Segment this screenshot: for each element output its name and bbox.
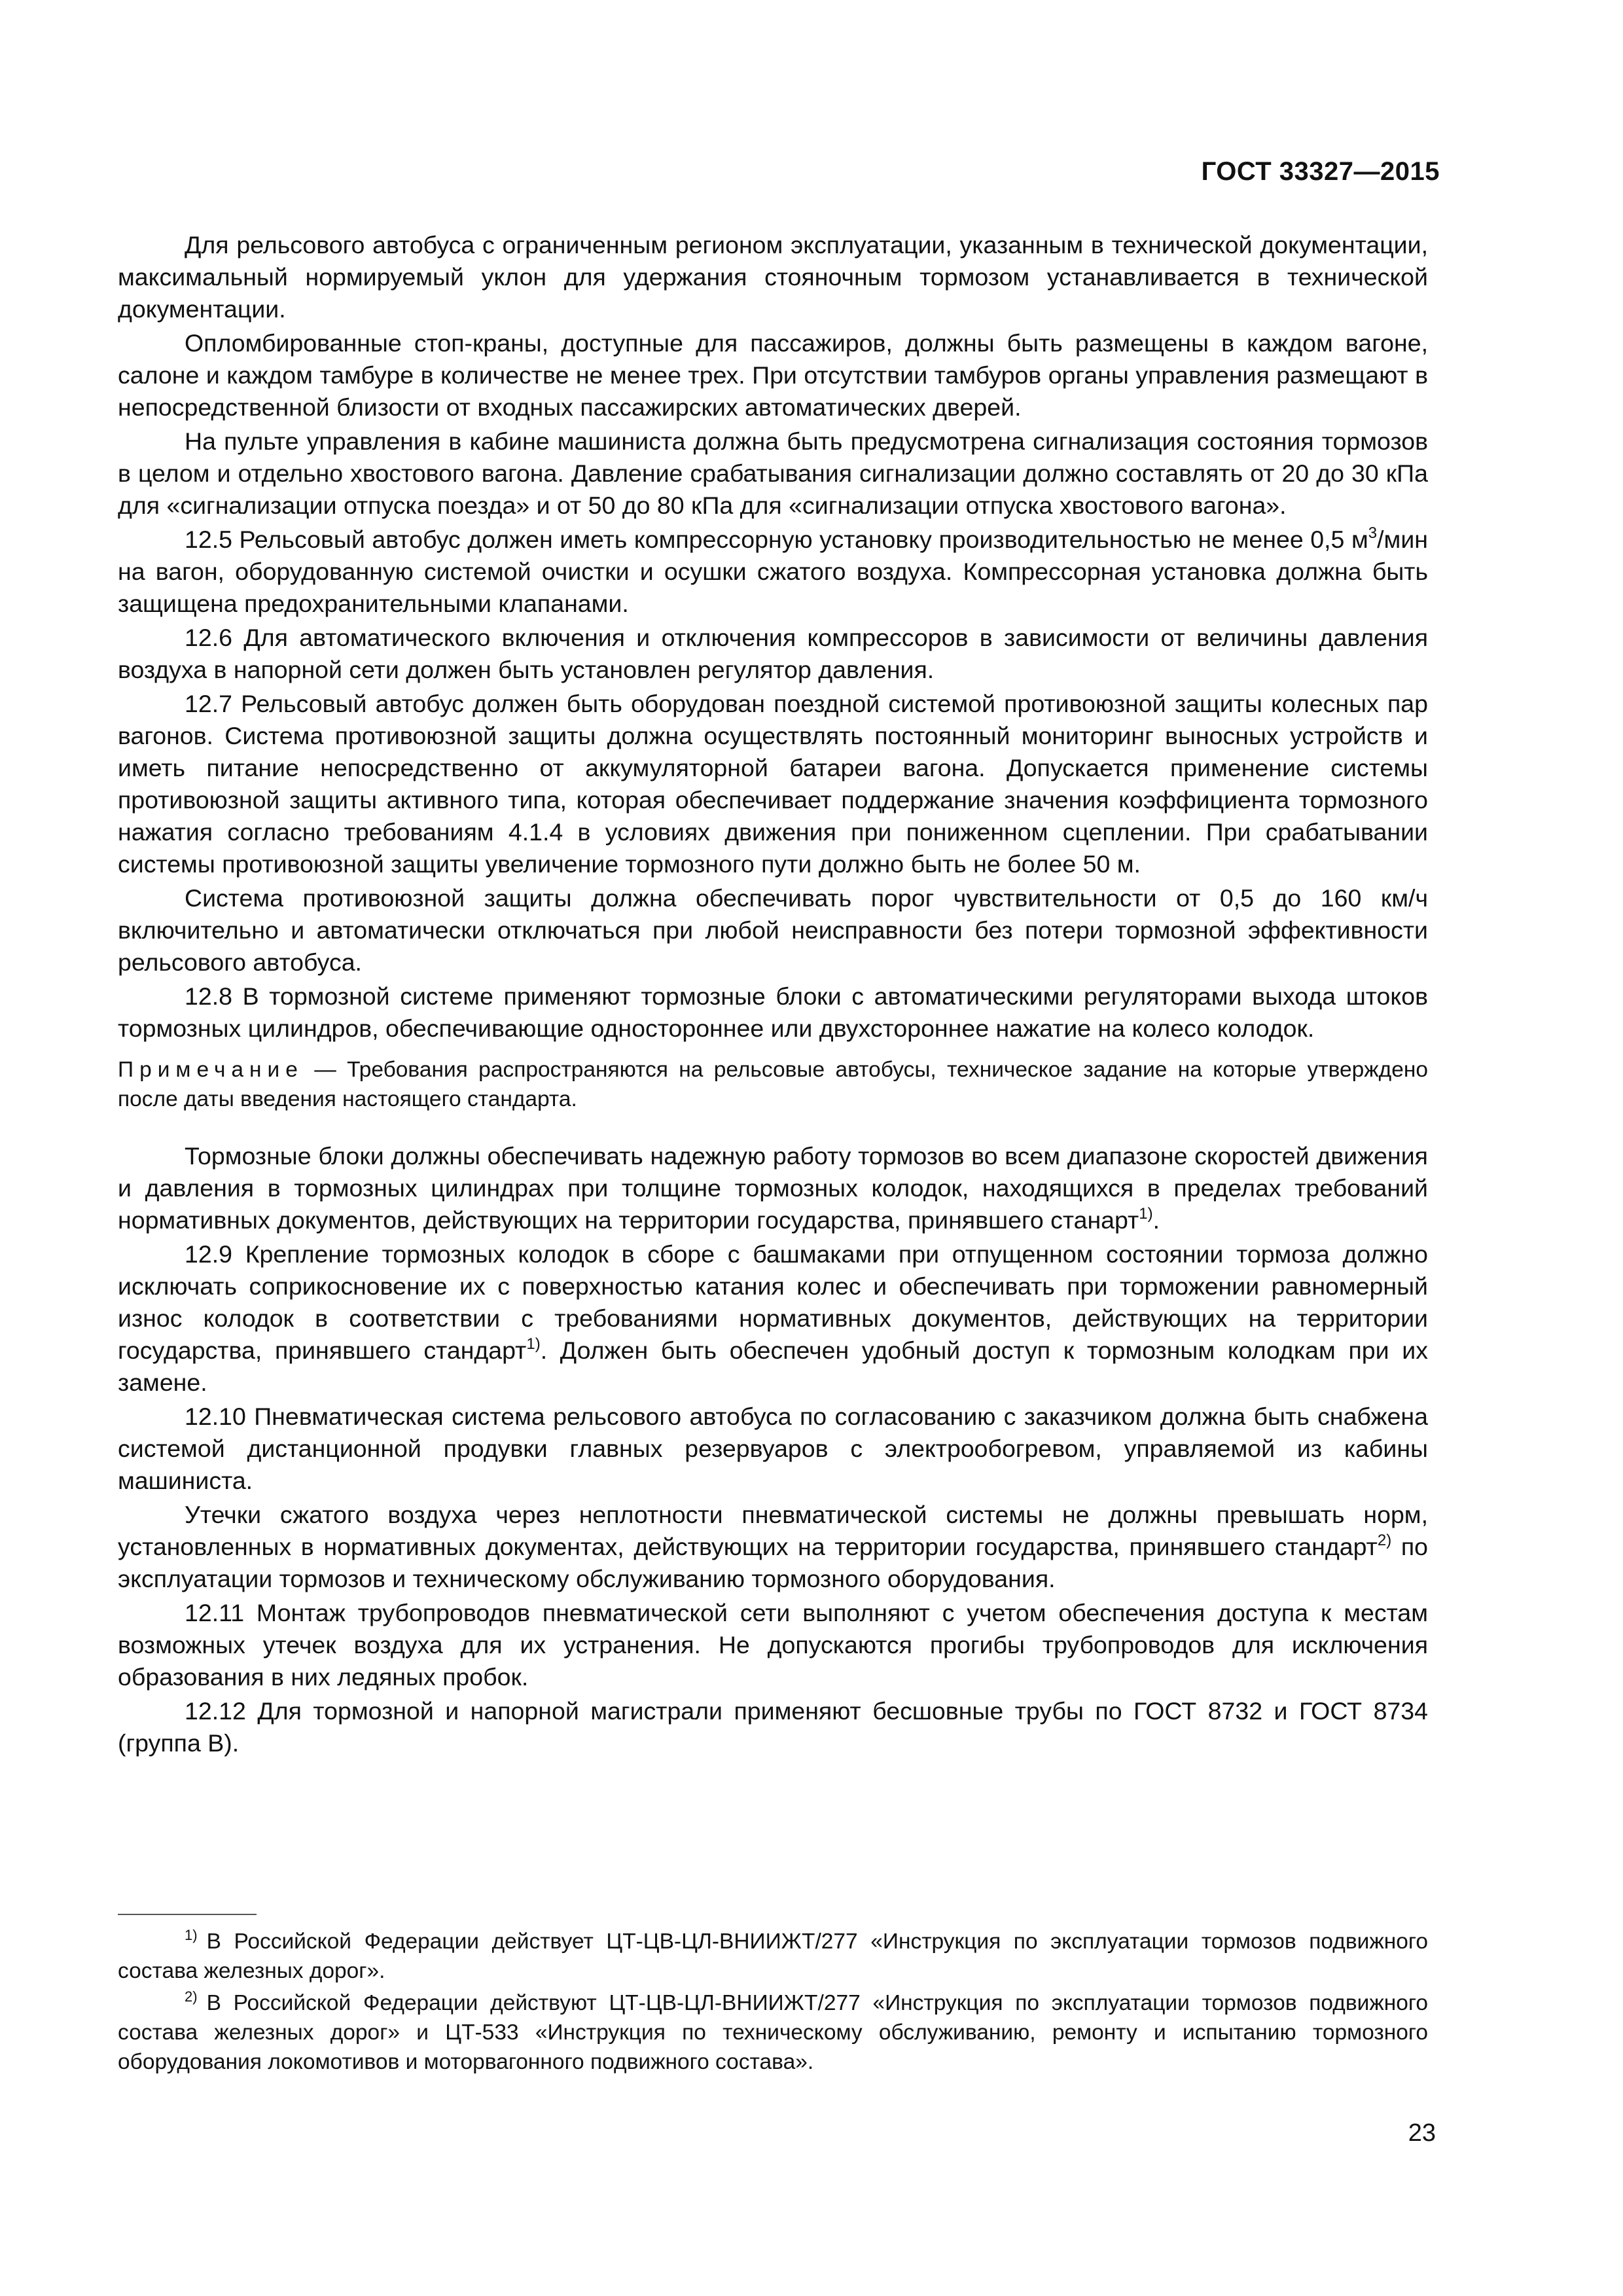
paragraph: Система противоюзной защиты должна обеспечивать порог чувствительности от 0,5 до 160 км/ч включительно и автоматически отключаться при любой неисправности без потери тормозной эффективности рельсового автобуса. — [118, 884, 1428, 976]
paragraph: 12.11 Монтаж трубопроводов пневматической сети выполняют с учетом обеспечения доступа к местам возможных утечек воздуха для их устранения. Не допускаются прогибы трубопроводов для исключения образования в них ледяных пробок. — [118, 1599, 1428, 1691]
standard-designation: ГОСТ 33327—2015 — [1201, 157, 1440, 186]
text-run: Утечки сжатого воздуха через неплотности пневматической системы не должны превышать норм, установленных в нормативных документах, действующих на территории государства, принявшего стандарт — [118, 1501, 1428, 1560]
text-run: . — [1152, 1206, 1160, 1234]
note-label: Примечание — [118, 1058, 304, 1082]
text-run: . Должен быть обеспечен удобный доступ к тормозным колодкам при их замене. — [118, 1336, 1428, 1396]
note — [118, 1055, 1428, 1114]
footnote-marker: 1) — [185, 1927, 198, 1943]
footnote-ref: 1) — [1139, 1205, 1153, 1223]
footnote — [118, 1927, 1428, 1986]
page-number: 23 — [1408, 2119, 1436, 2147]
paragraph: 12.10 Пневматическая система рельсового автобуса по согласованию с заказчиком должна быть снабжена системой дистанционной продувки главных резервуаров с электрообогревом, управляемой из кабины машиниста. — [118, 1403, 1428, 1494]
footnote-ref: 1) — [526, 1335, 541, 1353]
paragraph: На пульте управления в кабине машиниста должна быть предусмотрена сигнализация состояния тормозов в целом и отдельно хвостового вагона. Давление срабатывания сигнализации должно составлять от 20 до 30 кПа для «сигнализации отпуска поезда» и от 50 до 80 кПа для «сигнализации отпуска хвостового вагона». — [118, 427, 1428, 519]
footnote — [118, 1988, 1428, 2077]
footnote-text: В Российской Федерации действует ЦТ-ЦВ-ЦЛ-ВНИИЖТ/277 «Инструкция по эксплуатации тормозов подвижного состава железных дорог». — [118, 1929, 1428, 1983]
paragraph: Опломбированные стоп-краны, доступные для пассажиров, должны быть размещены в каждом вагоне, салоне и каждом тамбуре в количестве не менее трех. При отсутствии тамбуров органы управления размещают в непосредственной близости от входных пассажирских автоматических дверей. — [118, 329, 1428, 421]
paragraph: 12.7 Рельсовый автобус должен быть оборудован поездной системой противоюзной защиты колесных пар вагонов. Система противоюзной защиты должна осуществлять постоянный мониторинг выносных устройств и иметь питание непосредственно от аккумуляторной батареи вагона. Допускается применение системы противоюзной защиты активного типа, которая обеспечивает поддержание значения коэффициента тормозного нажатия согласно требованиям 4.1.4 в условиях движения при пониженном сцеплении. При срабатывании системы противоюзной защиты увеличение тормозного пути должно быть не более 50 м. — [118, 690, 1428, 878]
text-run: 12.9 Крепление тормозных колодок в сборе с башмаками при отпущенном состоянии тормоза должно исключать соприкосновение их с поверхностью катания колес и обеспечивать при торможении равномерный износ колодок в соответствии с требованиями нормативных документов, действующих на территории государства, принявшего стандарт — [118, 1240, 1428, 1364]
text-run: 12.5 Рельсовый автобус должен иметь компрессорную установку производительностью не менее 0,5 м — [185, 526, 1368, 553]
paragraph: 12.6 Для автоматического включения и отключения компрессоров в зависимости от величины давления воздуха в напорной сети должен быть установлен регулятор давления. — [118, 624, 1428, 683]
paragraph — [118, 1499, 1428, 1595]
paragraph: 12.8 В тормозной системе применяют тормозные блоки с автоматическими регуляторами выхода штоков тормозных цилиндров, обеспечивающие одностороннее или двухстороннее нажатие на колесо колодок. — [118, 982, 1428, 1042]
paragraph: Для рельсового автобуса с ограниченным регионом эксплуатации, указанным в технической документации, максимальный нормируемый уклон для удержания стояночным тормозом устанавливается в технической документации. — [118, 231, 1428, 323]
footnote-ref: 2) — [1377, 1532, 1392, 1549]
paragraph — [118, 1140, 1428, 1236]
footnote-text: В Российской Федерации действуют ЦТ-ЦВ-ЦЛ-ВНИИЖТ/277 «Инструкция по эксплуатации тормозов подвижного состава железных дорог» и ЦТ-533 «Инструкция по техническому обслуживанию, ремонту и испытанию тормозного оборудования локомотивов и моторвагонного подвижного состава». — [118, 1991, 1428, 2074]
superscript: 3 — [1368, 524, 1378, 542]
footnotes — [118, 1927, 1428, 2079]
footnote-marker: 2) — [185, 1988, 198, 2005]
text-run: по эксплуатации тормозов и техническому обслуживанию тормозного оборудования. — [118, 1533, 1428, 1592]
note-text: — Требования распространяются на рельсовые автобусы, техническое задание на которые утверждено после даты введения настоящего стандарта. — [118, 1058, 1428, 1111]
text-run: /мин на вагон, оборудованную системой очистки и осушки сжатого воздуха. Компрессорная установка должна быть защищена предохранительными клапанами. — [118, 526, 1428, 617]
document-body — [118, 229, 1428, 1761]
paragraph — [118, 524, 1428, 620]
footnote-separator — [118, 1914, 257, 1915]
paragraph: 12.12 Для тормозной и напорной магистрали применяют бесшовные трубы по ГОСТ 8732 и ГОСТ 8734 (группа В). — [118, 1697, 1428, 1757]
text-run: Тормозные блоки должны обеспечивать надежную работу тормозов во всем диапазоне скоростей движения и давления в тормозных цилиндрах при толщине тормозных колодок, находящихся в пределах требований нормативных документов, действующих на территории государства, принявшего станарт — [118, 1142, 1428, 1234]
paragraph — [118, 1238, 1428, 1399]
